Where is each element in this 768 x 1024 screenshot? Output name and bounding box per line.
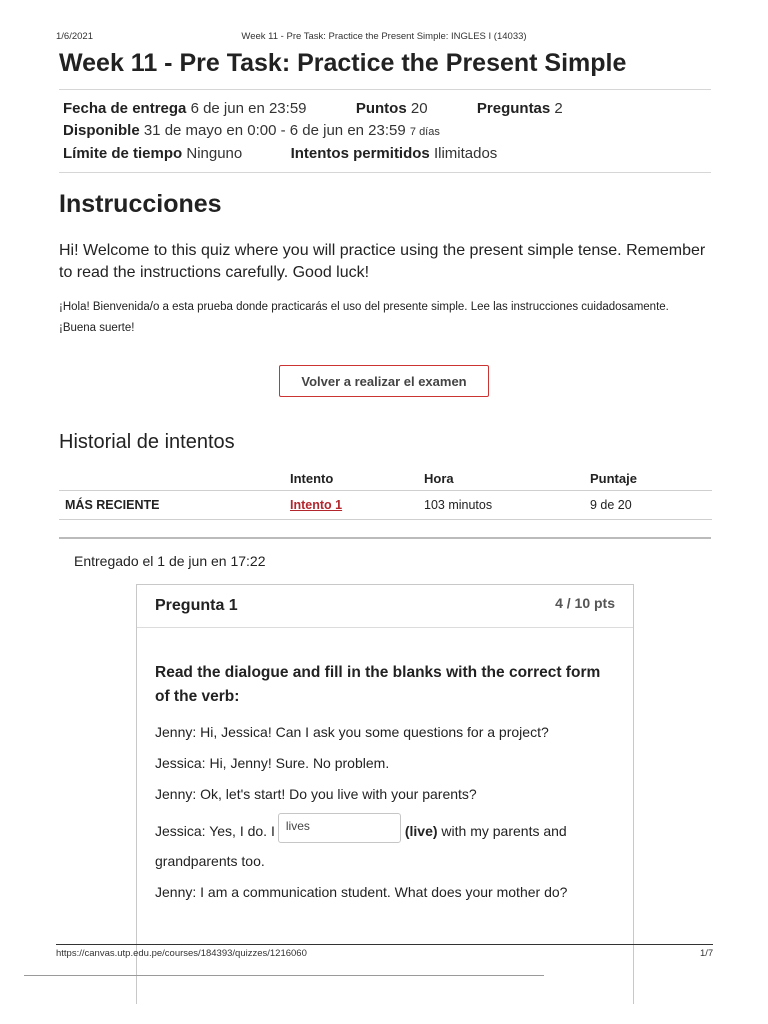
quiz-details-row-2 (63, 120, 440, 143)
points-label: Puntos (355, 100, 407, 117)
dialogue-line: Jenny: Hi, Jessica! Can I ask you some questions for a project? (155, 724, 549, 740)
submission-divider (59, 537, 711, 539)
question-body (155, 661, 617, 902)
column-header-score: Puntaje (590, 466, 712, 491)
answer-blank-input[interactable]: lives (278, 813, 401, 843)
quiz-details-row-3 (63, 143, 497, 165)
attempt-history-title: Historial de intentos (59, 431, 235, 453)
question-instruction: Read the dialogue and fill in the blanks with the correct form of the verb: (155, 664, 601, 705)
column-header-attempt: Intento (290, 466, 424, 491)
blank-prefix: Jessica: Yes, I do. I (155, 823, 275, 839)
available-label: Disponible (63, 122, 140, 139)
dialogue-line: Jenny: Ok, let's start! Do you live with your parents? (155, 786, 477, 802)
print-header (0, 31, 768, 45)
question-points: 4 / 10 pts (555, 595, 615, 611)
footer-divider (56, 944, 713, 945)
attempt-1-link[interactable]: Intento 1 (290, 498, 343, 512)
instructions-english: Hi! Welcome to this quiz where you will practice using the present simple tense. Remember to read the instructions carefully. Good luck! (59, 242, 706, 281)
details-divider (59, 172, 711, 173)
instructions-title: Instrucciones (59, 190, 222, 218)
time-limit-value: Ninguno (186, 145, 243, 162)
print-title: Week 11 - Pre Task: Practice the Present Simple: INGLES I (14033) (241, 31, 527, 42)
title-divider (59, 89, 711, 90)
quiz-details-row-1 (63, 98, 563, 120)
questions-value: 2 (554, 100, 563, 117)
quiz-title: Week 11 - Pre Task: Practice the Present Simple (59, 49, 627, 77)
instructions-spanish: ¡Hola! Bienvenida/o a esta prueba donde practicarás el uso del presente simple. Lee las instrucciones cuidadosamente. ¡Buena suerte! (59, 301, 669, 334)
column-header-label (59, 466, 290, 491)
dialogue-line-with-blank (155, 816, 617, 846)
blank-suffix: with my parents and (437, 823, 567, 839)
attempt-score: 9 de 20 (590, 491, 712, 520)
question-card (136, 584, 634, 1004)
attempt-history-table (59, 466, 712, 520)
attempts-label: Intentos permitidos (290, 145, 430, 162)
questions-label: Preguntas (476, 100, 551, 117)
print-date: 1/6/2021 (56, 31, 93, 42)
available-days: 7 días (409, 126, 440, 138)
points-value: 20 (410, 100, 428, 117)
footer-url: https://canvas.utp.edu.pe/courses/184393/quizzes/1216060 (56, 948, 307, 959)
submitted-timestamp: Entregado el 1 de jun en 17:22 (74, 553, 266, 569)
question-name: Pregunta 1 (155, 597, 238, 614)
dialogue-line: Jessica: Hi, Jenny! Sure. No problem. (155, 755, 390, 771)
dialogue-line: grandparents too. (155, 853, 265, 869)
retake-quiz-button[interactable]: Volver a realizar el examen (279, 365, 489, 397)
due-label: Fecha de entrega (63, 100, 187, 117)
question-header (137, 585, 633, 628)
table-header-row (59, 466, 712, 491)
footer-page-number: 1/7 (700, 948, 714, 959)
most-recent-label: MÁS RECIENTE (59, 491, 290, 520)
time-limit-label: Límite de tiempo (63, 145, 183, 162)
attempt-time: 103 minutos (424, 491, 590, 520)
column-header-time: Hora (424, 466, 590, 491)
attempts-value: Ilimitados (433, 145, 498, 162)
page-edge (24, 975, 544, 976)
verb-hint: (live) (404, 823, 438, 839)
available-value: 31 de mayo en 0:00 - 6 de jun en 23:59 (143, 122, 406, 139)
table-row (59, 491, 712, 520)
dialogue-line: Jenny: I am a communication student. What does your mother do? (155, 884, 568, 900)
due-value: 6 de jun en 23:59 (190, 100, 307, 117)
